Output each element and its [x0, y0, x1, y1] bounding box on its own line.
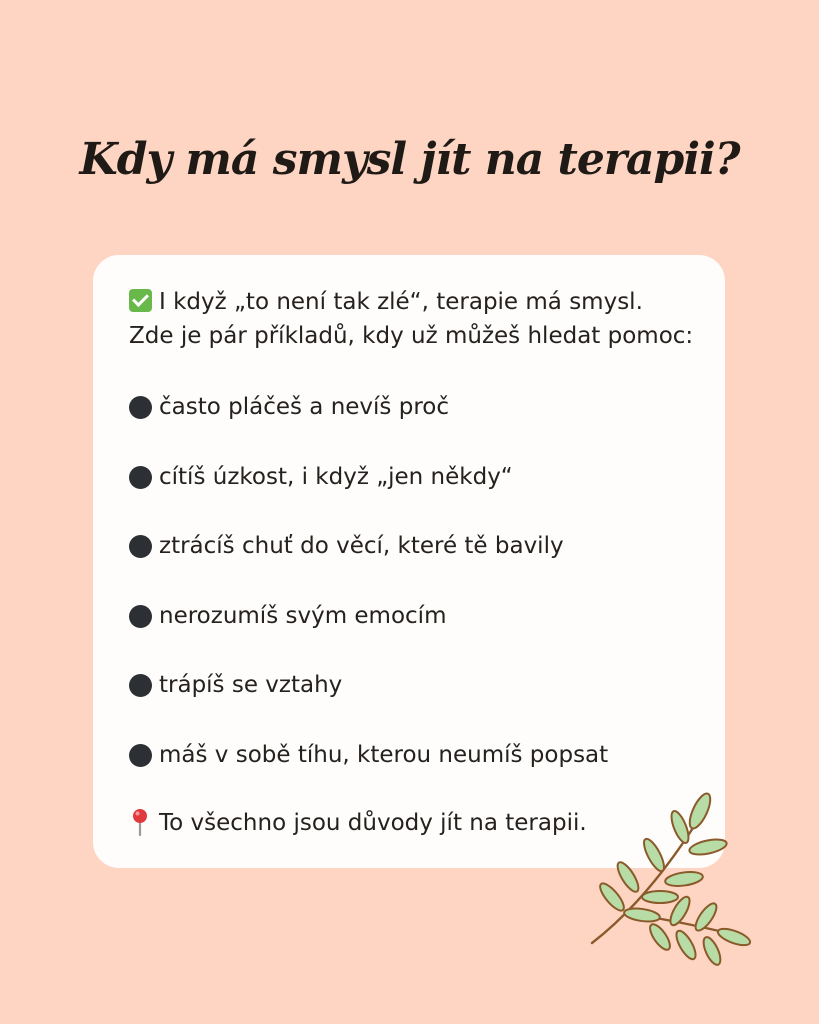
- intro-line-1: [129, 285, 709, 319]
- list-item-text: cítíš úzkost, i když „jen někdy“: [159, 463, 513, 490]
- black-circle-icon: [129, 674, 152, 697]
- list-item-text: ztrácíš chuť do věcí, které tě bavily: [159, 533, 564, 559]
- list-item: [129, 740, 608, 810]
- black-circle-icon: [129, 466, 152, 489]
- list-item: [129, 392, 608, 462]
- list-item-text: máš v sobě tíhu, kterou neumíš popsat: [159, 741, 609, 768]
- content-card: [93, 255, 725, 868]
- reasons-list: [129, 392, 608, 809]
- leaf-branch-icon: [588, 785, 753, 970]
- closing-text: To všechno jsou důvody jít na terapii.: [159, 810, 587, 836]
- list-item: [129, 670, 608, 740]
- round-pushpin-icon: [129, 808, 151, 836]
- black-circle-icon: [129, 535, 152, 558]
- black-circle-icon: [129, 744, 152, 767]
- page-title: Kdy má smysl jít na terapii?: [79, 134, 740, 185]
- list-item-text: trápíš se vztahy: [159, 672, 343, 698]
- black-circle-icon: [129, 605, 152, 628]
- intro-text: [129, 285, 709, 353]
- closing-line: [129, 808, 587, 838]
- check-mark-icon: [129, 289, 152, 312]
- list-item-text: nerozumíš svým emocím: [159, 602, 447, 629]
- intro-line-1-text: I když „to není tak zlé“, terapie má smysl.: [159, 289, 643, 315]
- list-item-text: často pláčeš a nevíš proč: [159, 394, 449, 420]
- list-item: [129, 601, 608, 671]
- intro-line-2: Zde je pár příkladů, kdy už můžeš hledat pomoc:: [129, 323, 694, 349]
- list-item: [129, 531, 608, 601]
- black-circle-icon: [129, 396, 152, 419]
- list-item: [129, 462, 608, 532]
